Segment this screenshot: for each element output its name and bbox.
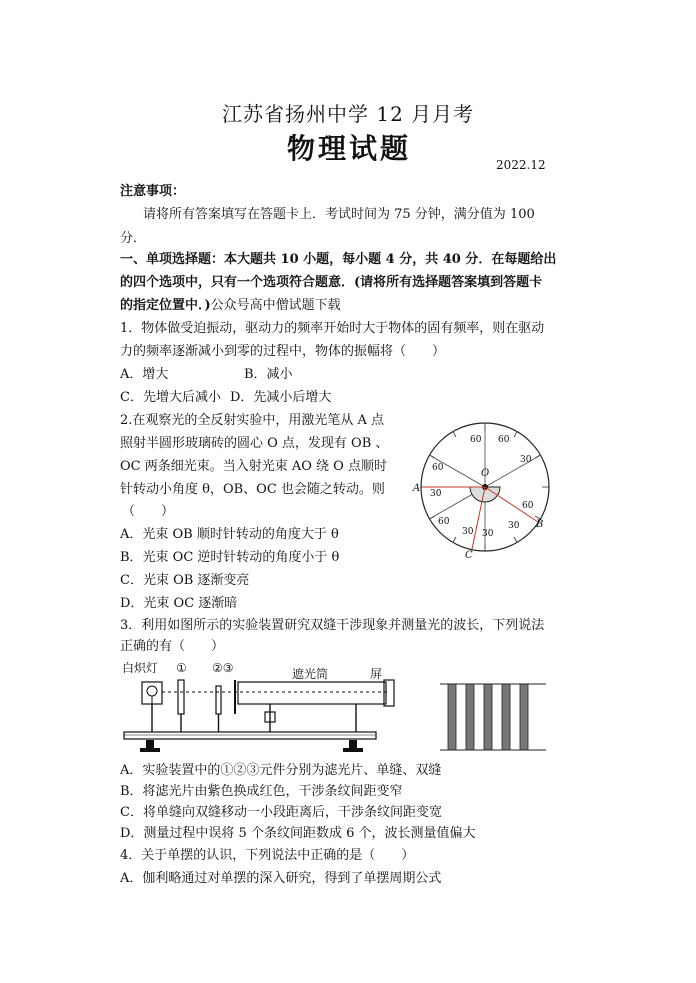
question-3-option-c: C．将单缝向双缝移动一小段距离后，干涉条纹间距变宽 xyxy=(120,805,442,820)
question-1-option-d: D．先减小后增大 xyxy=(230,390,332,405)
page-title: 物理试题 xyxy=(287,132,412,165)
question-1-stem: 力的频率逐渐减小到零的过程中，物体的振幅将（ ） xyxy=(120,344,446,359)
tick-label: 60 xyxy=(432,463,444,473)
school-title: 江苏省扬州中学 12 月月考 xyxy=(222,102,475,126)
element-1-label: ① xyxy=(176,661,187,675)
question-2-stem: （ ） xyxy=(122,504,175,519)
exam-date: 2022.12 xyxy=(496,158,546,172)
section-heading-line: 一、单项选择题：本大题共 10 小题，每小题 4 分，共 40 分．在每题给出 xyxy=(120,252,557,267)
question-2-stem: 照射半圆形玻璃砖的圆心 O 点，发现有 OB 、 xyxy=(120,436,389,451)
question-4-option-a: A．伽利略通过对单摆的深入研究，得到了单摆周期公式 xyxy=(120,871,442,886)
notice-line: 请将所有答案填写在答题卡上．考试时间为 75 分钟，满分值为 100 xyxy=(143,207,535,222)
section-heading-bold: 的指定位置中．) xyxy=(120,298,211,313)
section-heading-line: 的四个选项中，只有一个选项符合题意．(请将所有选择题答案填到答题卡 xyxy=(120,275,543,290)
point-label-b: B xyxy=(536,519,544,530)
interference-fringes-figure xyxy=(440,682,548,752)
tick-label: 30 xyxy=(508,521,520,531)
question-2-option-a: A．光束 OB 顺时针转动的角度大于 θ xyxy=(120,527,339,542)
question-1-option-b: B．减小 xyxy=(244,367,293,382)
screen-label: 屏 xyxy=(370,667,383,681)
question-3-stem: 正确的有（ ） xyxy=(120,639,225,654)
question-3-stem: 3．利用如图所示的实验装置研究双缝干涉现象并测量光的波长，下列说法 xyxy=(120,618,545,633)
notice-line: 分． xyxy=(120,231,147,246)
question-1-option-c: C．先增大后减小 xyxy=(120,390,221,405)
tube-label: 遮光筒 xyxy=(292,667,329,681)
question-2-option-d: D．光束 OC 逐渐暗 xyxy=(120,596,238,611)
element-2-3-label: ②③ xyxy=(212,661,234,675)
point-label-o: O xyxy=(481,468,490,479)
question-3-option-a: A．实验装置中的①②③元件分别为滤光片、单缝、双缝 xyxy=(120,763,442,778)
tick-label: 60 xyxy=(498,435,510,445)
tick-label: 30 xyxy=(430,489,442,499)
tick-label: 60 xyxy=(470,435,482,445)
question-2-stem: 针转动小角度 θ，OB、OC 也会随之转动。则 xyxy=(120,482,385,497)
question-2-stem: 2.在观察光的全反射实验中，用激光笔从 A 点 xyxy=(120,413,385,428)
double-slit-apparatus-figure xyxy=(120,656,410,760)
question-1-stem: 1．物体做受迫振动，驱动力的频率开始时大于物体的固有频率，则在驱动 xyxy=(120,321,545,336)
tick-label: 60 xyxy=(522,501,534,511)
tick-label: 30 xyxy=(520,455,532,465)
question-3-option-d: D．测量过程中误将 5 个条纹间距数成 6 个，波长测量值偏大 xyxy=(120,826,476,841)
question-3-option-b: B．将滤光片由紫色换成红色，干涉条纹间距变窄 xyxy=(120,784,403,799)
question-2-option-c: C．光束 OB 逐渐变亮 xyxy=(120,573,250,588)
question-2-stem: OC 两条细光束。当入射光束 AO 绕 O 点顺时 xyxy=(120,459,387,474)
protractor-figure xyxy=(410,412,560,562)
tick-label: 30 xyxy=(482,529,494,539)
tick-label: 30 xyxy=(462,527,474,537)
question-4-stem: 4．关于单摆的认识，下列说法中正确的是（ ） xyxy=(120,848,415,863)
section-heading-line xyxy=(120,297,341,314)
point-label-a: A xyxy=(413,483,421,494)
question-1-option-a: A．增大 xyxy=(120,367,169,382)
question-2-option-b: B．光束 OC 逆时针转动的角度小于 θ xyxy=(120,550,340,565)
point-label-c: C xyxy=(465,550,473,561)
lamp-label: 白炽灯 xyxy=(122,661,159,675)
tick-label: 60 xyxy=(438,517,450,527)
section-heading-note: 公众号高中僧试题下载 xyxy=(210,298,341,313)
notice-heading: 注意事项： xyxy=(120,184,186,199)
